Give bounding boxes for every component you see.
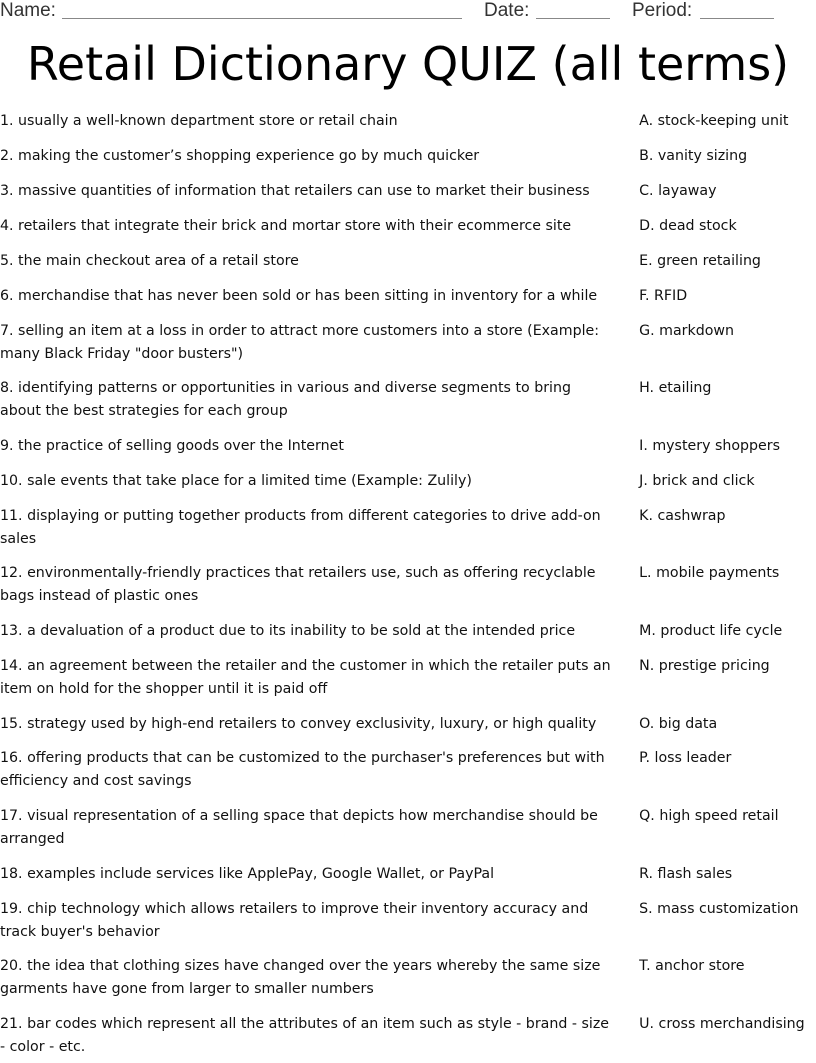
worksheet-header: [0, 0, 816, 24]
answer-option: U. cross merchandising: [639, 1016, 805, 1032]
question-text: 8. identifying patterns or opportunities in various and diverse segments to bring about the best strategies for each group: [0, 380, 571, 419]
answer-option: G. markdown: [639, 323, 734, 339]
answer-option: C. layaway: [639, 183, 717, 199]
question-text: 12. environmentally-friendly practices that retailers use, such as offering recyclable bags instead of plastic ones: [0, 565, 596, 604]
quiz-row: [0, 955, 816, 1013]
quiz-row: [0, 110, 816, 145]
answer-option: L. mobile payments: [639, 565, 780, 581]
question-text: 16. offering products that can be customized to the purchaser's preferences but with efficiency and cost savings: [0, 750, 605, 789]
quiz-row: [0, 215, 816, 250]
question-text: 1. usually a well-known department store or retail chain: [0, 113, 398, 129]
answer-option: S. mass customization: [639, 901, 799, 917]
answer-option: R. flash sales: [639, 866, 733, 882]
quiz-list: [0, 110, 816, 1063]
question-text: 3. massive quantities of information that retailers can use to market their business: [0, 183, 590, 199]
period-field[interactable]: [700, 18, 774, 19]
question-text: 19. chip technology which allows retailers to improve their inventory accuracy and track buyer's behavior: [0, 901, 589, 940]
quiz-row: [0, 470, 816, 505]
answer-option: O. big data: [639, 716, 718, 732]
quiz-row: [0, 320, 816, 377]
quiz-row: [0, 180, 816, 215]
answer-option: I. mystery shoppers: [639, 438, 781, 454]
question-text: 2. making the customer’s shopping experience go by much quicker: [0, 148, 480, 164]
answer-option: K. cashwrap: [639, 508, 726, 524]
answer-option: B. vanity sizing: [639, 148, 748, 164]
answer-option: Q. high speed retail: [639, 808, 779, 824]
name-field[interactable]: [62, 18, 462, 19]
quiz-row: [0, 250, 816, 285]
question-text: 4. retailers that integrate their brick and mortar store with their ecommerce site: [0, 218, 572, 234]
question-text: 15. strategy used by high-end retailers to convey exclusivity, luxury, or high quality: [0, 716, 597, 732]
period-label: Period:: [632, 0, 693, 21]
page-title: Retail Dictionary QUIZ (all terms): [26, 37, 790, 91]
quiz-row: [0, 863, 816, 898]
answer-option: P. loss leader: [639, 750, 732, 766]
question-text: 21. bar codes which represent all the attributes of an item such as style - brand - size - color - etc.: [0, 1016, 609, 1055]
answer-option: N. prestige pricing: [639, 658, 770, 674]
answer-option: D. dead stock: [639, 218, 737, 234]
quiz-row: [0, 713, 816, 747]
quiz-row: [0, 435, 816, 470]
answer-option: E. green retailing: [639, 253, 761, 269]
answer-option: T. anchor store: [639, 958, 745, 974]
question-text: 11. displaying or putting together products from different categories to drive add-on sales: [0, 508, 601, 547]
question-text: 10. sale events that take place for a limited time (Example: Zulily): [0, 473, 472, 489]
question-text: 14. an agreement between the retailer and the customer in which the retailer puts an item on hold for the shopper until it is paid off: [0, 658, 611, 697]
name-label: Name:: [0, 0, 56, 21]
quiz-row: [0, 562, 816, 620]
quiz-row: [0, 805, 816, 863]
answer-option: M. product life cycle: [639, 623, 783, 639]
question-text: 13. a devaluation of a product due to its inability to be sold at the intended price: [0, 623, 576, 639]
quiz-row: [0, 747, 816, 805]
answer-option: H. etailing: [639, 380, 712, 396]
quiz-row: [0, 620, 816, 655]
quiz-row: [0, 655, 816, 713]
answer-option: A. stock-keeping unit: [639, 113, 789, 129]
question-text: 6. merchandise that has never been sold or has been sitting in inventory for a while: [0, 288, 598, 304]
quiz-row: [0, 145, 816, 180]
question-text: 18. examples include services like ApplePay, Google Wallet, or PayPal: [0, 866, 495, 882]
quiz-row: [0, 285, 816, 320]
question-text: 9. the practice of selling goods over the Internet: [0, 438, 344, 454]
question-text: 20. the idea that clothing sizes have changed over the years whereby the same size garments have gone from larger to smaller numbers: [0, 958, 601, 997]
question-text: 7. selling an item at a loss in order to attract more customers into a store (Example: many Black Friday "door busters"): [0, 323, 600, 362]
answer-option: J. brick and click: [639, 473, 755, 489]
answer-option: F. RFID: [639, 288, 688, 304]
quiz-row: [0, 505, 816, 562]
quiz-row: [0, 377, 816, 435]
question-text: 5. the main checkout area of a retail store: [0, 253, 299, 269]
date-field[interactable]: [536, 18, 610, 19]
quiz-row: [0, 898, 816, 955]
date-label: Date:: [484, 0, 530, 21]
question-text: 17. visual representation of a selling space that depicts how merchandise should be arranged: [0, 808, 598, 847]
